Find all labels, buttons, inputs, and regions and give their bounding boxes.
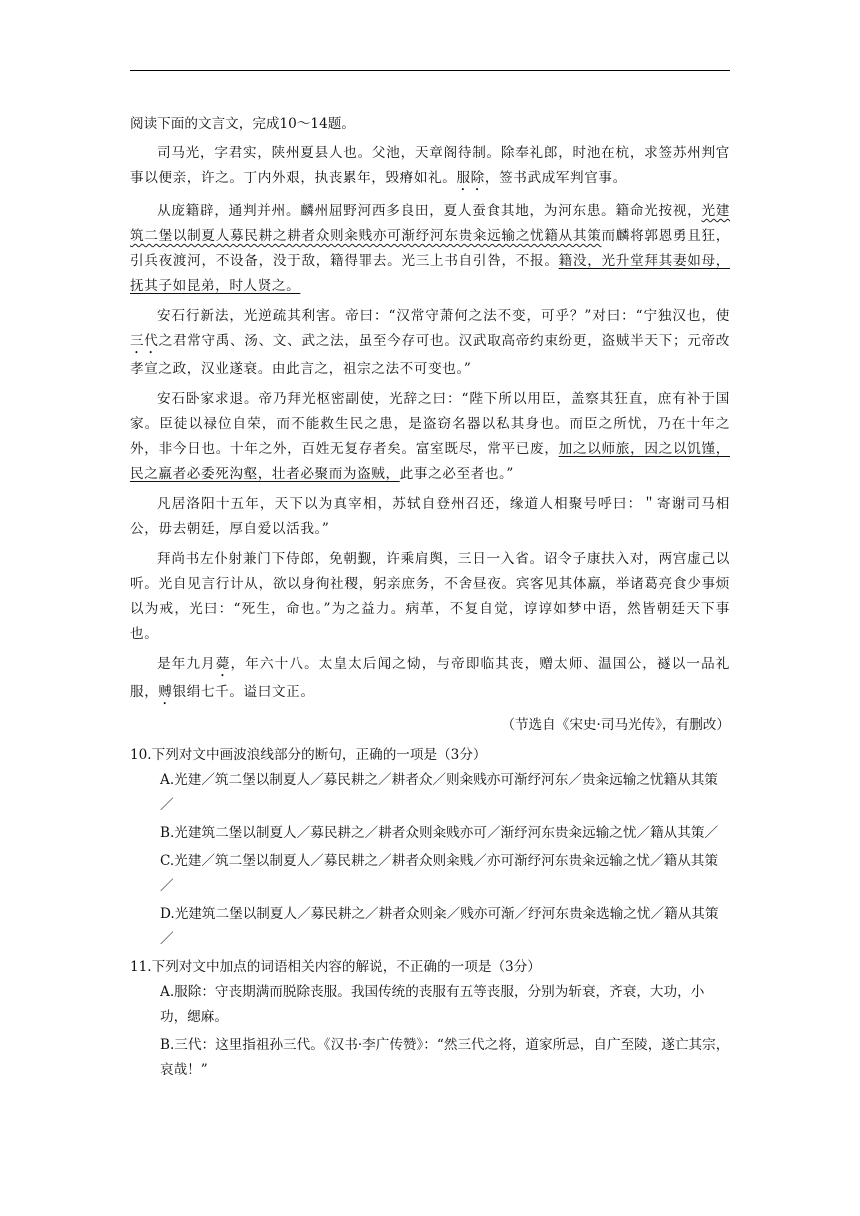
underlined-sentence-1: 籍没，光升堂拜其妻如母，抚其子如昆弟，时人贤之。: [130, 253, 731, 294]
question-11: [130, 955, 730, 1086]
question-10: [130, 743, 730, 955]
dotted-term-hong: 薨: [215, 656, 231, 672]
passage-paragraph-7: 是年九月薨，年六十八。太皇太后闻之恸，与帝即临其丧，赠太师、温国公，襚以一品礼服，赙银绢七千。谥曰文正。: [130, 656, 730, 700]
question-11-option-a: A.服除：守丧期满而脱除丧服。我国传统的丧服有五等丧服，分别为斩衰，齐衰，大功，小功，缌麻。: [160, 984, 705, 1025]
header-rule: [130, 70, 730, 71]
question-11-option-b: B.三代：这里指祖孙三代。《汉书·李广传赞》：“然三代之将，道家所忌，自广至陵，遂亡其宗，哀哉！”: [160, 1037, 730, 1078]
question-10-option-d: D.光建筑二堡以制夏人／募民耕之／耕者众则籴／贱亦可渐／纾河东贵籴选输之忧／籍从其策／: [160, 906, 719, 947]
reading-instruction: 阅读下面的文言文，完成10～14题。: [130, 116, 355, 132]
question-10-option-c: C.光建／筑二堡以制夏人／募民耕之／耕者众则籴贱／亦可渐纾河东贵籴远输之忧／籍从其策／: [160, 853, 718, 894]
question-10-option-a: A.光建／筑二堡以制夏人／募民耕之／耕者众／则籴贱亦可渐纾河东／贵籴远输之忧籍从其策／: [160, 772, 718, 813]
question-10-option-b: B.光建筑二堡以制夏人／募民耕之／耕者众则籴贱亦可／渐纾河东贵籴远输之忧／籍从其策／: [160, 825, 719, 841]
source-citation: （节选自《宋史·司马光传》，有删改）: [501, 717, 730, 733]
document-body: [130, 112, 730, 1086]
passage-paragraph-3: 安石行新法，光逆疏其利害。帝曰：“汉常守萧何之法不变，可乎？”对曰：“宁独汉也，使三代之君常守禹、汤、文、武之法，虽至今存可也。汉武取高帝约束纷更，盗贼半天下；元帝改孝宣之政，汉业遂衰。由此言之，祖宗之法不可变也。”: [130, 308, 730, 377]
passage-paragraph-4: 安石卧家求退。帝乃拜光枢密副使，光辞之曰：“陛下所以用臣，盖察其狂直，庶有补于国家。臣徒以禄位自荣，而不能救生民之患，是盗窃名器以私其身也。而臣之所忧，乃在十年之外，非今日也。十年之外，百姓无复存者矣。富室既尽，常平已废，加之以师旅，因之以饥馑，民之羸者必委死沟壑，壮者必聚而为盗贼，此事之必至者也。”: [130, 391, 731, 482]
passage-paragraph-5: 凡居洛阳十五年，天下以为真宰相，苏轼自登州召还，缘道人相聚号呼曰：＂寄谢司马相公，毋去朝廷，厚自爱以活我。”: [130, 496, 730, 537]
passage-paragraph-2: 从庞籍辟，通判并州。麟州屈野河西多良田，夏人蚕食其地，为河东患。籍命光按视，光建筑二堡以制夏人募民耕之耕者众则籴贱亦可渐纾河东贵籴远输之忧籍从其策而麟将郭恩勇且狂，引兵夜渡河，不设备，没于敌，籍得罪去。光三上书自引咎，不报。籍没，光升堂拜其妻如母，抚其子如昆弟，时人贤之。: [130, 203, 731, 294]
dotted-term-fu: 赙: [158, 684, 173, 700]
passage-paragraph-1: 司马光，字君实，陕州夏县人也。父池，天章阁待制。除奉礼郎，时池在杭，求签苏州判官事以便亲，许之。丁内外艰，执丧累年，毁瘠如礼。服除，签书武成军判官事。: [130, 145, 730, 186]
underlined-sentence-2: 加之以师旅，因之以饥馑，民之羸者必委死沟壑，壮者必聚而为盗贼，: [130, 441, 731, 482]
dotted-term-sandai: 三代: [130, 333, 159, 349]
dotted-term-fuchu: 服除: [456, 170, 485, 186]
wavy-underlined-sentence: 光建筑二堡以制夏人募民耕之耕者众则籴贱亦可渐纾河东贵籴远输之忧籍从其策: [130, 203, 731, 244]
passage-paragraph-6: 拜尚书左仆射兼门下侍郎，免朝觐，许乘肩舆，三日一入省。诏令子康扶入对，两宫虚己以听。光自见言行计从，欲以身徇社稷，躬亲庶务，不舍昼夜。宾客见其体羸，举诸葛亮食少事烦以为戒，光曰：“死生，命也。”为之益力。病革，不复自觉，谆谆如梦中语，然皆朝廷天下事也。: [130, 551, 730, 642]
question-11-stem: 11.下列对文中加点的词语相关内容的解说，不正确的一项是（3分）: [130, 959, 541, 975]
question-10-stem: 10.下列对文中画波浪线部分的断句，正确的一项是（3分）: [130, 747, 487, 763]
